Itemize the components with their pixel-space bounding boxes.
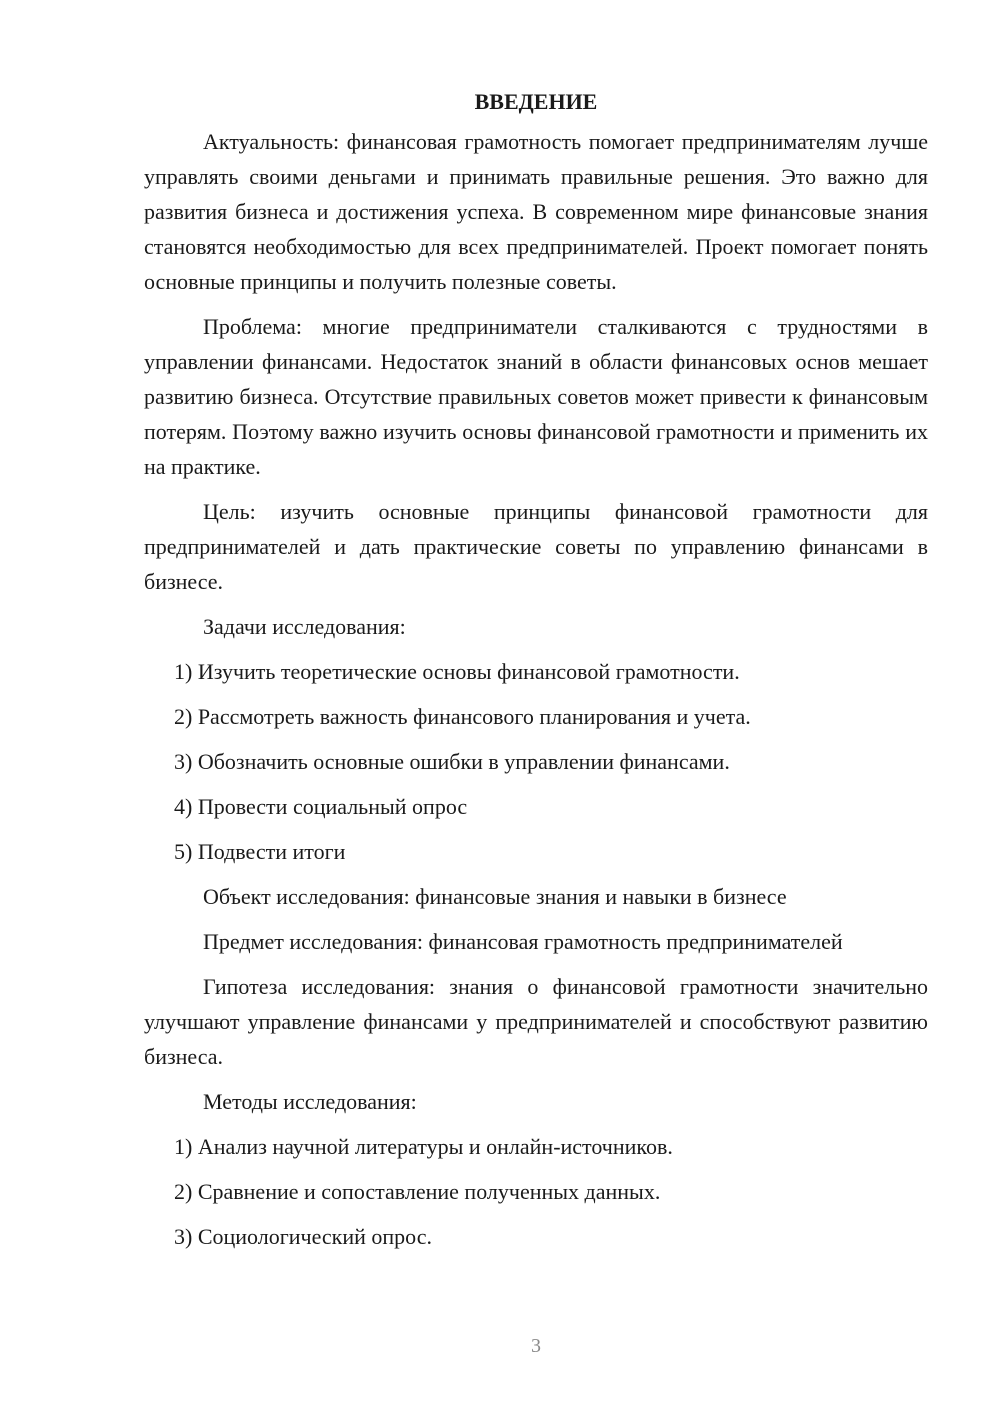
problem-paragraph: Проблема: многие предприниматели сталкиваются с трудностями в управлении финансами. Недостаток знаний в области финансовых основ мешает развитию бизнеса. Отсутствие правильных советов может привести к финансовым потерям. Поэтому важно изучить основы финансовой грамотности и применить их на практике. [144, 314, 928, 479]
document-page [144, 88, 928, 1264]
task-item: 3) Обозначить основные ошибки в управлении финансами. [174, 749, 730, 774]
tasks-list [144, 654, 928, 869]
goal-paragraph: Цель: изучить основные принципы финансовой грамотности для предпринимателей и дать практические советы по управлению финансами в бизнесе. [144, 499, 928, 594]
method-item: 1) Анализ научной литературы и онлайн-источников. [174, 1134, 673, 1159]
method-item: 2) Сравнение и сопоставление полученных данных. [174, 1179, 661, 1204]
tasks-label: Задачи исследования: [203, 614, 406, 639]
subject-paragraph: Предмет исследования: финансовая грамотность предпринимателей [203, 929, 843, 954]
task-item: 5) Подвести итоги [174, 839, 346, 864]
object-paragraph: Объект исследования: финансовые знания и навыки в бизнесе [203, 884, 787, 909]
methods-list [144, 1129, 928, 1254]
task-item: 1) Изучить теоретические основы финансовой грамотности. [174, 659, 740, 684]
task-item: 2) Рассмотреть важность финансового планирования и учета. [174, 704, 751, 729]
relevance-paragraph: Актуальность: финансовая грамотность помогает предпринимателям лучше управлять своими деньгами и принимать правильные решения. Это важно для развития бизнеса и достижения успеха. В современном мире финансовые знания становятся необходимостью для всех предпринимателей. Проект помогает понять основные принципы и получить полезные советы. [144, 129, 928, 294]
method-item: 3) Социологический опрос. [174, 1224, 432, 1249]
hypothesis-paragraph: Гипотеза исследования: знания о финансовой грамотности значительно улучшают управление финансами у предпринимателей и способствуют развитию бизнеса. [144, 974, 928, 1069]
methods-label: Методы исследования: [203, 1089, 417, 1114]
task-item: 4) Провести социальный опрос [174, 794, 468, 819]
document-title: ВВЕДЕНИЕ [474, 89, 598, 114]
page-number: 3 [531, 1335, 541, 1357]
